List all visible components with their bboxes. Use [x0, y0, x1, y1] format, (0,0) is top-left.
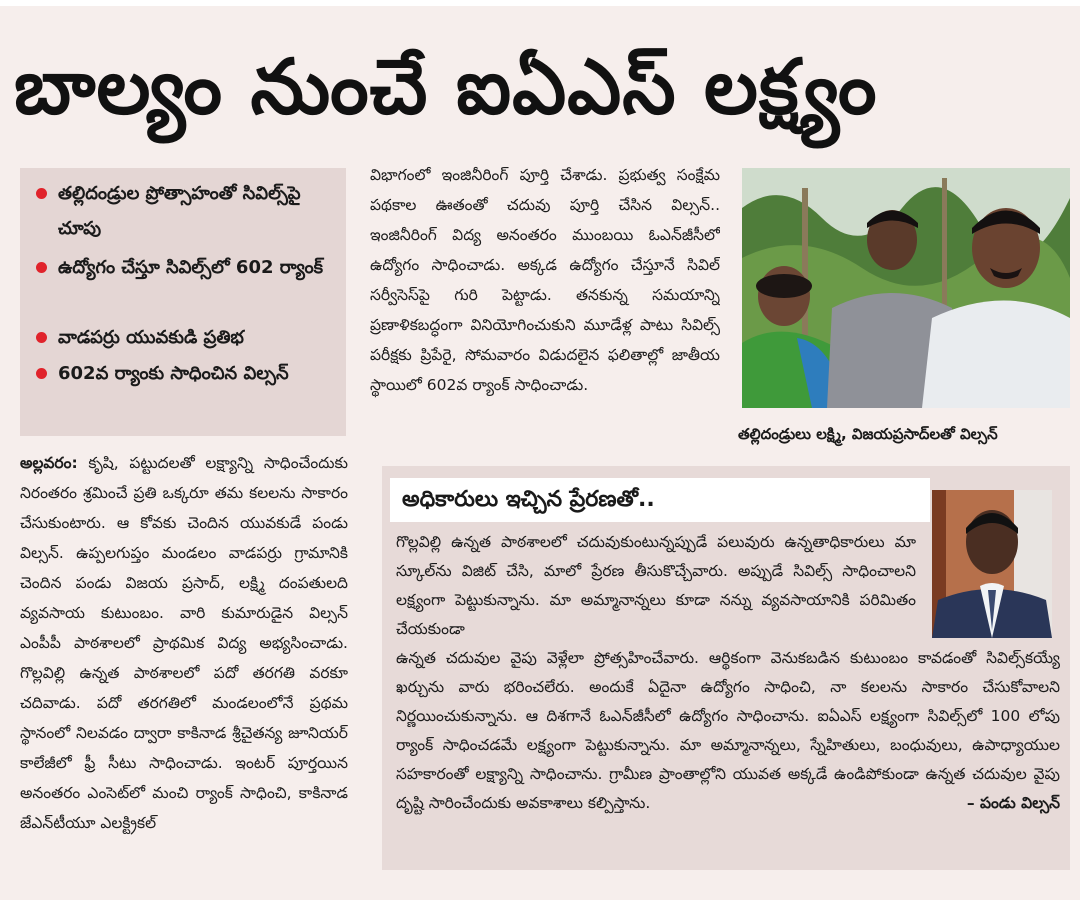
family-photo-image: [742, 168, 1070, 408]
quote-text-narrow: గొల్లవిల్లి ఉన్నత పాఠశాలలో చదువుకుంటున్నప్పుడే పలువురు ఉన్నతాధికారులు మా స్కూల్‌ను విజిట్ చేసి, మాలో ప్రేరణ తీసుకొచ్చేవారు. అప్పుడే సివిల్స్ సాధించాలని లక్ష్యంగా పెట్టుకున్నాను. మా అమ్మానాన్నలు కూడా నన్ను వ్యవసాయానికి పరిమితం చేయకుండా: [396, 533, 916, 638]
highlight-text: తల్లిదండ్రుల ప్రోత్సాహంతో సివిల్స్‌పై చూపు: [58, 183, 301, 239]
highlight-item: [36, 250, 336, 285]
highlight-text: ఉద్యోగం చేస్తూ సివిల్స్‌లో 602 ర్యాంక్: [58, 257, 323, 278]
article-column-middle: విభాగంలో ఇంజినీరింగ్ పూర్తి చేశాడు. ప్రభుత్వ సంక్షేమ పథకాల ఊతంతో చదువు పూర్తి చేసిన విల్సన్.. ఇంజినీరింగ్ విద్య అనంతరం ముంబయి ఓఎన్‌జీసీలో ఉద్యోగం సాధించాడు. అక్కడ ఉద్యోగం చేస్తూనే సివిల్ సర్వీసెస్‌పై గురి పెట్టాడు. తనకున్న సమయాన్ని ప్రణాళికబద్ధంగా వినియోగించుకుని మూడేళ్ల పాటు సివిల్స్ పరీక్షకు ప్రిపేరై, సోమవారం విడుదలైన ఫలితాల్లో జాతీయ స్థాయిలో 602వ ర్యాంక్ సాధించాడు.: [370, 166, 720, 394]
article-text-left: కృషి, పట్టుదలతో లక్ష్యాన్ని సాధించేందుకు నిరంతరం శ్రమించే ప్రతి ఒక్కరూ తమ కలలను సాకారం చేసుకుంటారు. ఆ కోవకు చెందిన యువకుడే పండు విల్సన్. ఉప్పలగుప్తం మండలం వాడపర్రు గ్రామానికి చెందిన పండు విజయ ప్రసాద్, లక్ష్మి దంపతులది వ్యవసాయ కుటుంబం. వారి కుమారుడైన విల్సన్ ఎంపీపీ పాఠశాలలో ప్రాథమిక విద్య అభ్యసించాడు. గొల్లవిల్లి ఉన్నత పాఠశాలలో పదో తరగతి వరకూ చదివాడు. పదో తరగతిలో మండలంలోనే ప్రథమ స్థానంలో నిలవడం ద్వారా కాకినాడ శ్రీచైతన్య జూనియర్ కాలేజీలో ఫ్రీ సీటు సాధించాడు. ఇంటర్ పూర్తయిన అనంతరం ఎంసెట్‌లో మంచి ర్యాంక్ సాధించి, కాకినాడ జేఎన్‌టీయూ ఎలక్ట్రికల్: [20, 454, 348, 832]
photo-caption: తల్లిదండ్రులు లక్ష్మి, విజయప్రసాద్‌లతో విల్సన్: [738, 425, 998, 443]
bullet-icon: [36, 368, 47, 379]
quote-text-wide: ఉన్నత చదువుల వైపు వెళ్లేలా ప్రోత్సహించేవారు. ఆర్థికంగా వెనుకబడిన కుటుంబం కావడంతో సివిల్స్‌కయ్యే ఖర్చును వారు భరించలేరు. అందుకే ఏదైనా ఉద్యోగం సాధించి, నా కలలను సాకారం చేసుకోవాలని నిర్ణయించుకున్నాను. ఆ దిశగానే ఓఎన్‌జీసీలో ఉద్యోగం సాధించాను. ఐఏఎస్ లక్ష్యంగా సివిల్స్‌లో 100 లోపు ర్యాంక్ సాధించడమే లక్ష్యంగా పెట్టుకున్నాను. మా అమ్మానాన్నలు, స్నేహితులు, బంధువులు, ఉపాధ్యాయుల సహకారంతో లక్ష్యాన్ని సాధించాను. గ్రామీణ ప్రాంతాల్లోని యువత అక్కడే ఉండిపోకుండా ఉన్నత చదువుల వైపు దృష్టి సారించేందుకు అవకాశాలు కల్పిస్తాను.: [396, 649, 1060, 812]
article-column-left: [20, 448, 348, 888]
top-rule: [0, 0, 1080, 6]
bullet-icon: [36, 332, 47, 343]
family-photo: [742, 168, 1070, 408]
quote-title: అధికారులు ఇచ్చిన ప్రేరణతో..: [402, 487, 655, 512]
highlight-text: వాడపర్రు యువకుడి ప్రతిభ: [58, 327, 244, 348]
bullet-icon: [36, 262, 47, 273]
highlight-item: [36, 320, 336, 355]
signature: – పండు విల్సన్: [966, 794, 1060, 812]
wilson-portrait-image: [932, 490, 1052, 638]
highlight-text: 602వ ర్యాంకు సాధించిన విల్సన్: [58, 363, 289, 384]
wilson-portrait: [932, 490, 1052, 638]
quote-title-bar: [390, 478, 930, 522]
highlight-item: [36, 176, 336, 246]
bullet-icon: [36, 188, 47, 199]
dateline: అల్లవరం:: [20, 454, 78, 472]
highlight-item: [36, 356, 336, 391]
highlights-box: [20, 168, 346, 436]
headline: బాల్యం నుంచే ఐఏఎస్ లక్ష్యం: [14, 42, 878, 131]
